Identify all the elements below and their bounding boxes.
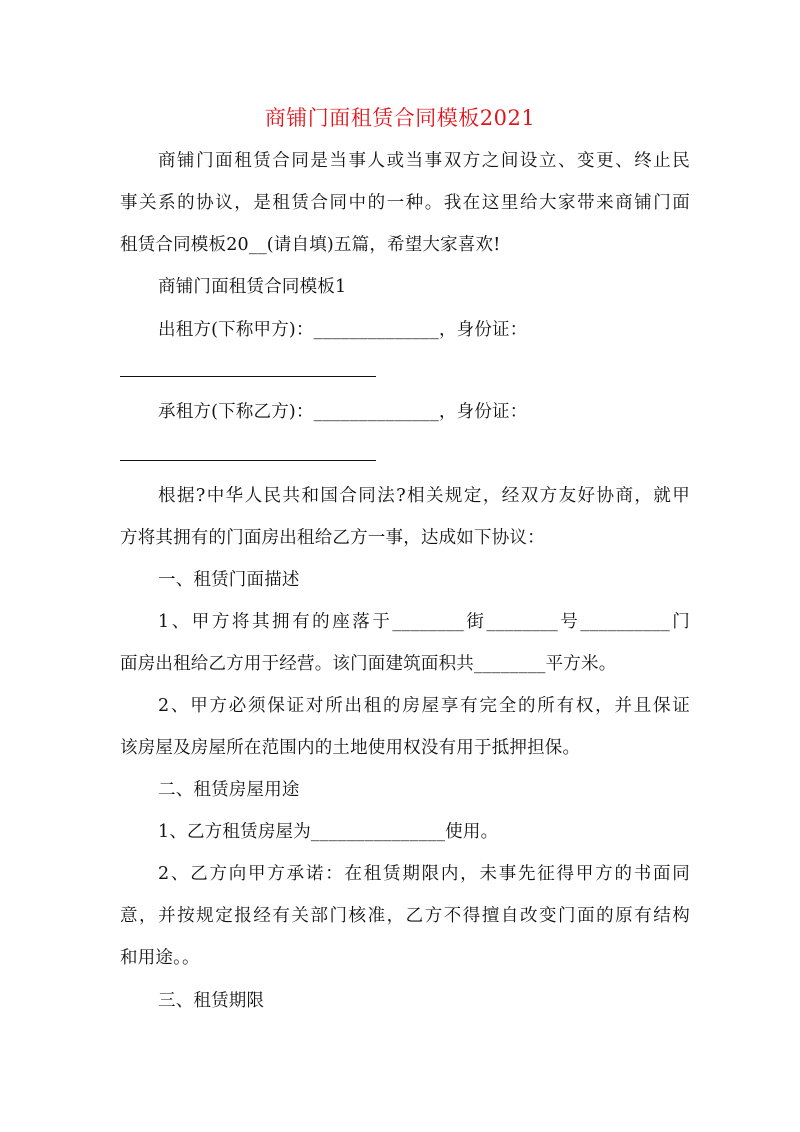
section-heading: 商铺门面租赁合同模板1 bbox=[158, 277, 347, 297]
article2-item2-line-3: 和用途。。 bbox=[120, 948, 200, 968]
intro-line-1: 商铺门面租赁合同是当事人或当事双方之间设立、变更、终止民 bbox=[158, 151, 690, 171]
article1-item1-line-1: 1、甲方将其拥有的座落于________街________号__________门 bbox=[158, 612, 690, 632]
article1-item2-line-2: 该房屋及房屋所在范围内的土地使用权没有用于抵押担保。 bbox=[120, 738, 581, 758]
article1-heading: 一、租赁门面描述 bbox=[158, 570, 300, 590]
article2-item1: 1、乙方租赁房屋为_______________使用。 bbox=[158, 822, 499, 842]
article2-item2-line-2: 意，并按规定报经有关部门核准，乙方不得擅自改变门面的原有结构 bbox=[120, 906, 690, 926]
intro-line-2: 事关系的协议，是租赁合同中的一种。我在这里给大家带来商铺门面 bbox=[120, 193, 690, 213]
document-title: 商铺门面租赁合同模板2021 bbox=[264, 106, 536, 130]
article2-heading: 二、租赁房屋用途 bbox=[158, 780, 300, 800]
article1-item1-line-2: 面房出租给乙方用于经营。该门面建筑面积共________平方米。 bbox=[120, 654, 617, 674]
lessee-id-blank bbox=[120, 460, 376, 461]
lessor-line: 出租方(下称甲方)：______________，身份证： bbox=[158, 320, 528, 340]
lessee-line: 承租方(下称乙方)：______________，身份证： bbox=[158, 402, 528, 422]
article1-item2-line-1: 2、甲方必须保证对所出租的房屋享有完全的所有权，并且保证 bbox=[158, 696, 690, 716]
article3-heading: 三、租赁期限 bbox=[158, 991, 265, 1011]
basis-line-2: 方将其拥有的门面房出租给乙方一事，达成如下协议： bbox=[120, 528, 545, 548]
lessor-id-blank bbox=[120, 376, 376, 377]
basis-line-1: 根据?中华人民共和国合同法?相关规定，经双方友好协商，就甲 bbox=[158, 486, 690, 506]
article2-item2-line-1: 2、乙方向甲方承诺：在租赁期限内，未事先征得甲方的书面同 bbox=[158, 864, 690, 884]
intro-line-3: 租赁合同模板20__(请自填)五篇，希望大家喜欢! bbox=[120, 235, 501, 255]
